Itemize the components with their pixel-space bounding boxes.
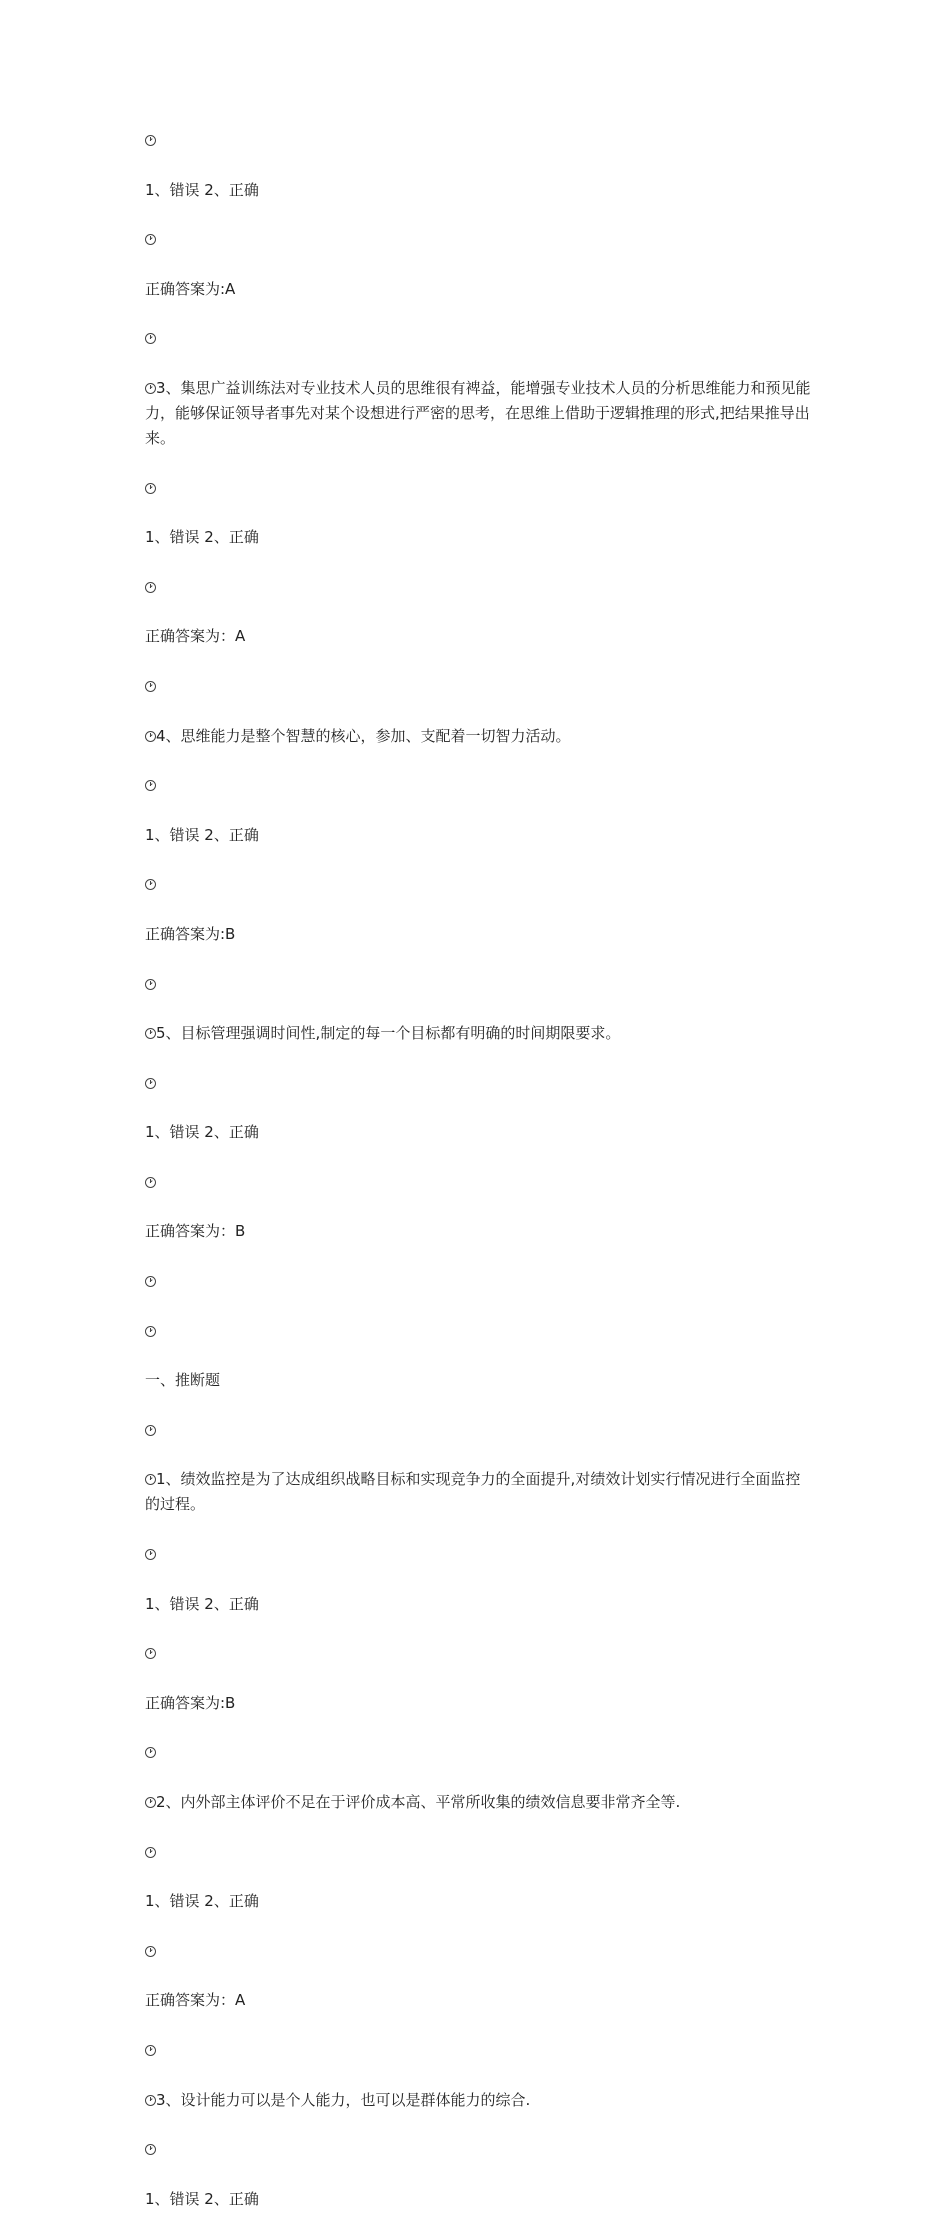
text-line: 正确答案为:B bbox=[145, 1693, 236, 1712]
text-line: 一、推断题 bbox=[145, 1371, 221, 1390]
text-line: 1、错误 2、正确 bbox=[145, 180, 259, 199]
clock-icon-line bbox=[145, 872, 815, 897]
clock-icon-line bbox=[145, 1071, 815, 1096]
clock-icon bbox=[145, 383, 156, 394]
clock-icon-line bbox=[145, 2137, 815, 2162]
clock-icon-line bbox=[145, 575, 815, 600]
clock-icon bbox=[145, 1946, 156, 1957]
document-page bbox=[145, 128, 815, 2236]
clock-icon bbox=[145, 1326, 156, 1337]
text-line: 1、错误 2、正确 bbox=[145, 825, 259, 844]
clock-icon bbox=[145, 879, 156, 890]
clock-icon bbox=[145, 1474, 156, 1485]
clock-icon bbox=[145, 333, 156, 344]
text-line: 正确答案为:A bbox=[145, 279, 236, 298]
clock-icon bbox=[145, 135, 156, 146]
text-line: 1、错误 2、正确 bbox=[145, 1892, 259, 1911]
clock-icon-line bbox=[145, 476, 815, 501]
clock-icon bbox=[145, 731, 156, 742]
clock-icon bbox=[145, 582, 156, 593]
clock-icon-line bbox=[145, 1418, 815, 1443]
clock-icon-line bbox=[145, 1840, 815, 1865]
clock-icon bbox=[145, 2045, 156, 2056]
clock-icon-line bbox=[145, 972, 815, 997]
clock-icon bbox=[145, 1177, 156, 1188]
clock-icon bbox=[145, 234, 156, 245]
clock-icon-line bbox=[145, 1319, 815, 1344]
text-line: 1、错误 2、正确 bbox=[145, 2189, 259, 2208]
question-label: 3、设计能力可以是个人能力，也可以是群体能力的综合. bbox=[156, 2090, 531, 2109]
text-line: 1、错误 2、正确 bbox=[145, 528, 259, 547]
text-line: 1、错误 2、正确 bbox=[145, 1123, 259, 1142]
clock-icon-line bbox=[145, 773, 815, 798]
clock-icon-line bbox=[145, 227, 815, 252]
clock-icon-line bbox=[145, 1542, 815, 1567]
clock-icon-line bbox=[145, 1170, 815, 1195]
clock-icon-line bbox=[145, 326, 815, 351]
clock-icon bbox=[145, 1648, 156, 1659]
text-line: 正确答案为：A bbox=[145, 1991, 246, 2010]
clock-icon bbox=[145, 780, 156, 791]
clock-icon bbox=[145, 681, 156, 692]
clock-icon bbox=[145, 2144, 156, 2155]
clock-icon-line bbox=[145, 128, 815, 153]
clock-icon-line bbox=[145, 1939, 815, 1964]
clock-icon bbox=[145, 1425, 156, 1436]
text-line: 正确答案为：A bbox=[145, 627, 246, 646]
question-text bbox=[145, 376, 815, 451]
clock-icon bbox=[145, 1276, 156, 1287]
clock-icon bbox=[145, 2095, 156, 2106]
clock-icon bbox=[145, 979, 156, 990]
question-label: 2、内外部主体评价不足在于评价成本高、平常所收集的绩效信息要非常齐全等. bbox=[156, 1793, 681, 1811]
clock-icon-line bbox=[145, 2038, 815, 2063]
text-line: 正确答案为:B bbox=[145, 924, 236, 943]
clock-icon-line bbox=[145, 1740, 815, 1765]
question-text bbox=[145, 1467, 815, 1517]
clock-icon bbox=[145, 1747, 156, 1758]
clock-icon bbox=[145, 483, 156, 494]
clock-icon-line bbox=[145, 1641, 815, 1666]
text-line: 1、错误 2、正确 bbox=[145, 1594, 259, 1613]
question-label: 5、目标管理强调时间性,制定的每一个目标都有明确的时间期限要求。 bbox=[156, 1024, 621, 1043]
question-text bbox=[145, 1021, 815, 1046]
question-label: 4、思维能力是整个智慧的核心，参加、支配着一切智力活动。 bbox=[156, 726, 571, 745]
question-text bbox=[145, 1790, 815, 1815]
text-line: 正确答案为：B bbox=[145, 1222, 246, 1241]
question-text bbox=[145, 724, 815, 749]
clock-icon bbox=[145, 1549, 156, 1560]
clock-icon bbox=[145, 1797, 156, 1808]
clock-icon bbox=[145, 1078, 156, 1089]
clock-icon bbox=[145, 1847, 156, 1858]
question-text bbox=[145, 2088, 815, 2113]
question-label: 3、集思广益训练法对专业技术人员的思维很有裨益，能增强专业技术人员的分析思维能力和预见能力，能够保证领导者事先对某个设想进行严密的思考，在思维上借助于逻辑推理的形式,把结果推导出来。 bbox=[145, 378, 811, 447]
clock-icon-line bbox=[145, 674, 815, 699]
clock-icon bbox=[145, 1028, 156, 1039]
question-label: 1、绩效监控是为了达成组织战略目标和实现竞争力的全面提升,对绩效计划实行情况进行全面监控的过程。 bbox=[145, 1470, 801, 1514]
clock-icon-line bbox=[145, 1269, 815, 1294]
